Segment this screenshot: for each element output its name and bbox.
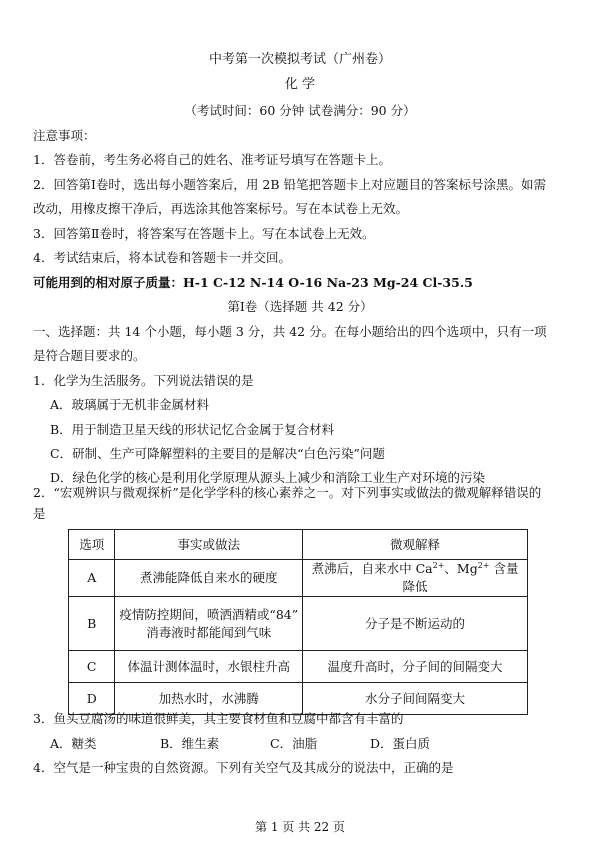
fact-line: 消毒液时都能闻到气味 bbox=[146, 624, 272, 640]
ca-ion-charge: 2+ bbox=[432, 560, 445, 570]
question-3-option: D．蛋白质 bbox=[370, 736, 431, 751]
question-1-stem: 1．化学为生活服务。下列说法错误的是 bbox=[33, 373, 254, 388]
option-cell: C bbox=[69, 651, 115, 683]
note-item: 3．回答第Ⅱ卷时，将答案写在答题卡上。写在本试卷上无效。 bbox=[33, 226, 375, 241]
note-item: 1．答卷前，考生务必将自己的姓名、准考证号填写在答题卡上。 bbox=[33, 152, 391, 167]
question-3-option: A．糖类 bbox=[50, 736, 97, 751]
note-item: 改动，用橡皮擦干净后，再选涂其他答案标号。写在本试卷上无效。 bbox=[33, 201, 409, 216]
question-1-option: C．研制、生产可降解塑料的主要目的是解决“白色污染”问题 bbox=[50, 446, 385, 461]
question-1-option: A．玻璃属于无机非金属材料 bbox=[50, 397, 210, 412]
table-header: 选项 bbox=[69, 530, 115, 560]
explanation-text: 煮沸后，自来水中 Ca bbox=[311, 561, 433, 576]
question-3-option: C．油脂 bbox=[270, 736, 318, 751]
table-row bbox=[69, 597, 528, 651]
question-3-stem: 3．鱼头豆腐汤的味道很鲜美，其主要食材鱼和豆腐中都含有丰富的 bbox=[33, 711, 404, 726]
question-4-stem: 4．空气是一种宝贵的自然资源。下列有关空气及其成分的说法中，正确的是 bbox=[33, 760, 454, 775]
fact-cell: 体温计测体温时，水银柱升高 bbox=[115, 651, 303, 683]
question-2-table bbox=[68, 529, 528, 715]
table-header: 微观解释 bbox=[303, 530, 528, 560]
exam-time-info: （考试时间：60 分钟 试卷满分：90 分） bbox=[184, 103, 416, 118]
page-footer: 第 1 页 共 22 页 bbox=[255, 820, 345, 834]
table-row bbox=[69, 560, 528, 597]
section-intro: 是符合题目要求的。 bbox=[33, 348, 146, 363]
section-intro: 一、选择题：共 14 个小题，每小题 3 分，共 42 分。在每小题给出的四个选项中，只有一项 bbox=[33, 324, 547, 339]
note-item: 4．考试结束后，将本试卷和答题卡一并交回。 bbox=[33, 250, 291, 265]
explanation-cell: 温度升高时，分子间的间隔变大 bbox=[303, 651, 528, 683]
question-3-option: B．维生素 bbox=[160, 736, 220, 751]
explanation-cell: 水分子间间隔变大 bbox=[303, 683, 528, 715]
table-header-row bbox=[69, 530, 528, 560]
option-cell: D bbox=[69, 683, 115, 715]
exam-title: 中考第一次模拟考试（广州卷） bbox=[208, 52, 391, 67]
atomic-masses: 可能用到的相对原子质量：H-1 C-12 N-14 O-16 Na-23 Mg-24 Cl-35.5 bbox=[33, 275, 473, 290]
explanation-cell bbox=[303, 560, 528, 597]
notes-heading: 注意事项： bbox=[33, 128, 96, 143]
note-item: 2．回答第Ⅰ卷时，选出每小题答案后，用 2B 铅笔把答题卡上对应题目的答案标号涂黑。如需 bbox=[33, 177, 546, 192]
fact-line: 疫情防控期间，喷洒酒精或“84” bbox=[119, 606, 299, 622]
fact-cell: 煮沸能降低自来水的硬度 bbox=[115, 560, 303, 597]
explanation-cell: 分子是不断运动的 bbox=[303, 597, 528, 651]
fact-cell: 加热水时，水沸腾 bbox=[115, 683, 303, 715]
section-title: 第Ⅰ卷（选择题 共 42 分） bbox=[227, 299, 373, 314]
question-2-stem: 是 bbox=[33, 506, 46, 521]
option-cell: B bbox=[69, 597, 115, 651]
explanation-text: 、Mg bbox=[444, 561, 478, 576]
option-cell: A bbox=[69, 560, 115, 597]
subject-title: 化 学 bbox=[284, 77, 316, 92]
table-header: 事实或做法 bbox=[115, 530, 303, 560]
question-1-option: D．绿色化学的核心是利用化学原理从源头上减少和消除工业生产对环境的污染 bbox=[50, 470, 486, 485]
table-row bbox=[69, 651, 528, 683]
question-1-option: B．用于制造卫星天线的形状记忆合金属于复合材料 bbox=[50, 422, 335, 437]
explanation-text: 含量降低 bbox=[402, 561, 519, 594]
mg-ion-charge: 2+ bbox=[477, 560, 490, 570]
question-2-stem: 2．“宏观辨识与微观探析”是化学学科的核心素养之一。对下列事实或做法的微观解释错误的 bbox=[33, 485, 542, 500]
fact-cell bbox=[115, 597, 303, 651]
